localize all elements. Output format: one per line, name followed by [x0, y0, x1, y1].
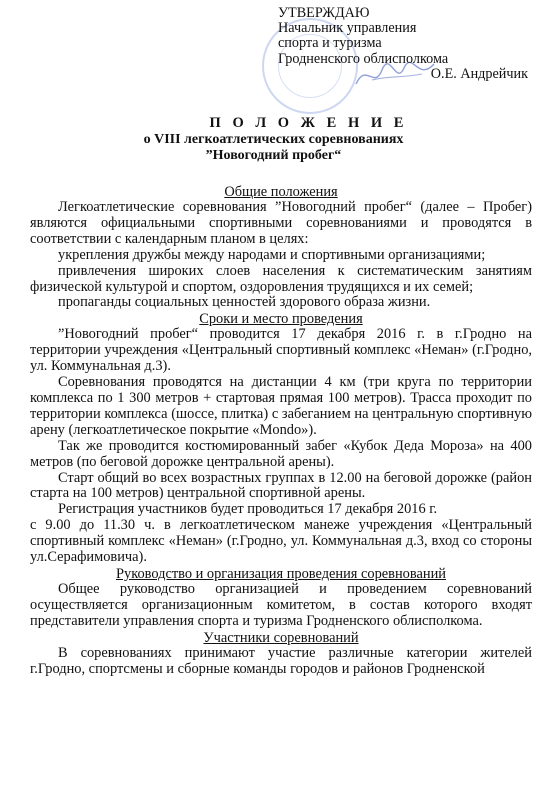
title-heading: П О Л О Ж Е Н И Е — [209, 115, 408, 131]
paragraph: с 9.00 до 11.30 ч. в легкоатлетическом манеже учреждения «Центральный спортивный комплекс «Неман» (г.Гродно, ул. Коммунальная д.3, вход со стороны ул.Серафимовича). — [30, 517, 532, 566]
goal-item: укрепления дружбы между народами и спортивными организациями; — [58, 246, 486, 263]
paragraph: ”Новогодний пробег“ проводится 17 декабря 2016 г. в г.Гродно на территории учреждения «Центральный спортивный комплекс «Неман» (г.Гродно, ул. Коммунальная д.3). — [30, 326, 532, 375]
section-heading-general: Общие положения — [224, 184, 338, 200]
section-heading-management: Руководство и организация проведения соревнований — [116, 565, 446, 582]
goal-item: пропаганды социальных ценностей здорового образа жизни. — [58, 294, 431, 311]
paragraph: Регистрация участников будет проводиться 17 декабря 2016 г. — [58, 501, 438, 518]
title-event-name: ”Новогодний пробег“ — [205, 148, 342, 163]
paragraph: Так же проводится костюмированный забег «Кубок Деда Мороза» на 400 метров (по беговой дорожке центральной арены). — [30, 437, 532, 470]
section-heading-dates: Сроки и место проведения — [199, 311, 363, 328]
paragraph: Старт общий во всех возрастных группах в 12.00 на беговой дорожке (район старта на 100 метров) центральной спортивной арены. — [30, 469, 532, 502]
section-heading-participants: Участники соревнований — [203, 629, 359, 646]
goal-item: привлечения широких слоев населения к систематическим занятиям физической культурой и спортом, оздоровления трудящихся и их семей; — [30, 262, 532, 295]
approval-department: спорта и туризма — [278, 35, 382, 52]
approval-block — [278, 6, 540, 82]
approval-organization: Гродненского облисполкома — [278, 50, 449, 67]
paragraph: Общее руководство организацией и проведением соревнований осуществляется организационным комитетом, в состав которого входят представители управления спорта и туризма Гродненского облисполкома. — [30, 580, 532, 629]
paragraph: Легкоатлетические соревнования ”Новогодний пробег“ (далее – Пробег) являются официальными спортивными соревнованиями и проводятся в соответствии с календарным планом в целях: — [30, 199, 532, 247]
document-title — [0, 115, 547, 164]
approval-position: Начальник управления — [278, 20, 417, 37]
title-subject: о VIII легкоатлетических соревнованиях — [143, 132, 404, 147]
document-body — [30, 184, 532, 677]
approval-label: УТВЕРЖДАЮ — [278, 5, 370, 21]
approval-signatory: О.Е. Андрейчик — [430, 65, 528, 82]
paragraph: В соревнованиях принимают участие различные категории жителей г.Гродно, спортсмены и сборные команды городов и районов Гродненской — [30, 644, 532, 677]
paragraph: Соревнования проводятся на дистанции 4 км (три круга по территории комплекса по 1 300 метров + стартовая прямая 100 метров). Трасса проходит по территории комплекса (шоссе, плитка) с забеганием на центральную спортивную арену (легкоатлетическое покрытие «Mondo»). — [30, 374, 532, 438]
